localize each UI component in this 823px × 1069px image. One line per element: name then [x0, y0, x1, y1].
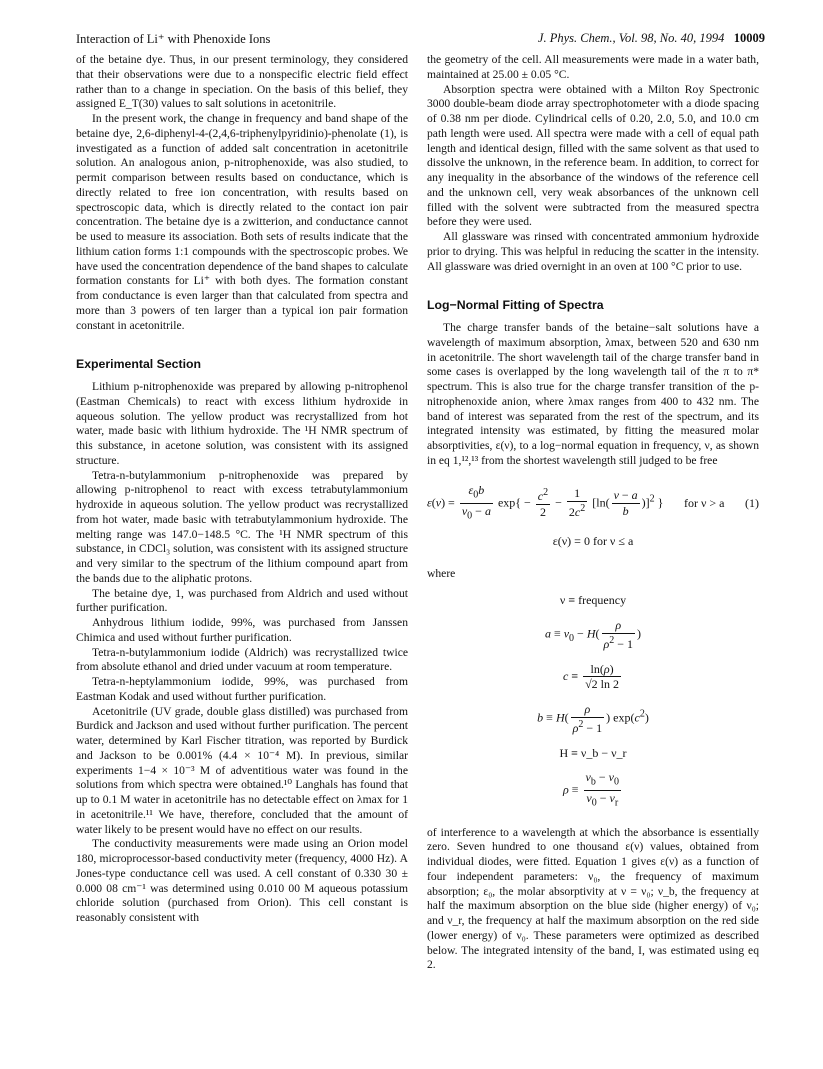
paragraph: Tetra-n-butylammonium p-nitrophenoxide was prepared by allowing p-nitrophenol to react with excess tetrabutylammonium hydroxide in aqueous solution. The yellow product was recrystallized from hot water, made basic with tetrabutylammonium hydroxide. The melting range was 147.0−148.5 °C. The ¹H NMR spectrum of this substance, in CDCl₃ solution, was consistent with its assigned structure and very similar to the spectrum of the lithium compound apart from the bands due to the aliphatic protons. — [76, 468, 408, 585]
section-heading-experimental: Experimental Section — [76, 357, 202, 372]
paragraph: Absorption spectra were obtained with a Milton Roy Spectronic 3000 double-beam diode array spectrophotometer with a diode spacing of 0.38 nm per diode. Cylindrical cells of 0.20, 2.0, 5.0, and 10.0 cm path length were used. All spectra were made with a cell of equal path length and identical design, filled with the same solvent as that used to dissolve the unknown, in the reference beam. In addition, to correct for any inequality in the absorbance of the windows of the reference cell and the unknown cell, very weak absorbances of the unknown cell filled with the solvent were subtracted from the measured spectra before they were used. — [427, 82, 759, 229]
paragraph: Acetonitrile (UV grade, double glass distilled) was purchased from Burdick and Jackson and used without further purification. The percent water, determined by Karl Fischer titration, was reported by Burdick and Jackson to be 0.001% (4.4 × 10⁻⁴ M). In previous, similar experiments 1−4 × 10⁻³ M of adventitious water was found in the solutions from which spectra were obtained.¹⁰ Langhals has found that up to 0.1 M water in acetonitrile has no detectable effect on λmax for 1 in acetonitrile.¹¹ We have, therefore, concluded that the amount of water likely to be present would have no effect on our results. — [76, 704, 408, 836]
definition-H: H ≡ ν_b − ν_r — [559, 745, 627, 760]
definition-b: b ≡ H( $\frac{\rho}{\rho^2 - 1}$ ) $\exp(c^2)$ — [537, 702, 649, 735]
definition-rho: ρ ≡ $\frac{\nu_b - \nu_0}{\nu_0 - \nu_r}$ — [563, 770, 619, 809]
paragraph: The charge transfer bands of the betaine−salt solutions have a wavelength of maximum absorption, λmax, between 520 and 630 nm in acetonitrile. The short wavelength tail of the charge transfer band in some cases is overlapped by the long wavelength tail of the π to π* spectrum. This is also true for the charge transfer transition of the p-nitrophenoxide anion, where λmax ranges from 400 to 432 nm. The band of interest was separated from the rest of the spectrum, and its integrated intensity was estimated, by fitting the measured molar absorptivities, ε(ν), to a log−normal equation in frequency, ν, as shown in eq 1,¹²,¹³ from the shortest wavelength still judged to be free — [427, 321, 759, 467]
journal-citation: J. Phys. Chem., Vol. 98, No. 40, 1994 — [537, 31, 725, 45]
paragraph: Anhydrous lithium iodide, 99%, was purchased from Janssen Chimica and used without further purification. — [76, 616, 408, 644]
definition-nu: ν ≡ frequency — [559, 593, 627, 608]
equation-1 — [427, 483, 759, 524]
paragraph: Tetra-n-butylammonium iodide (Aldrich) was recrystallized twice from absolute ethanol and dried under vacuum at room temperature. — [76, 645, 408, 674]
equation-1b: ε(ν) = 0 for ν ≤ a — [552, 533, 634, 548]
running-header-title: Interaction of Li⁺ with Phenoxide Ions — [76, 32, 271, 46]
paragraph: of the betaine dye. Thus, in our present terminology, they considered that their observations were due to a nonspecific electric field effect rather than to a change in speciation. On the basis of this belief, they assigned E_T(30) values to salt solutions in acetonitrile. — [76, 53, 408, 111]
page-number: 10009 — [733, 31, 765, 45]
paragraph: of interference to a wavelength at which the absorbance is essentially zero. Seven hundred to one thousand ε(ν) values, obtained from individual diodes, were fitted. Equation 1 gives ε(ν) as a function of four independent parameters: ν₀, the frequency of maximum absorption; ε₀, the molar absorptivity at ν = ν₀; ν_b, the frequency at half the maximum absorption on the blue side (higher energy) of ν₀; and ν_r, the frequency at half the maximum absorption on the red side (lower energy) of ν₀. These parameters were optimized as described below. The integrated intensity of the band, I, was estimated using eq 2. — [427, 825, 759, 972]
paragraph: Tetra-n-heptylammonium iodide, 99%, was purchased from Eastman Kodak and used without further purification. — [76, 675, 408, 703]
paragraph: the geometry of the cell. All measurements were made in a water bath, maintained at 25.00 ± 0.05 °C. — [427, 53, 759, 81]
equation-1-expression: ε(ν) = $\frac{\varepsilon_0b}{\nu_0 - a}$ exp{ − $\frac{c^2}{2}$ − $\frac{1}{2c^2}$ [ln( $\frac{\nu - a}{b}$ )]$^2$ } — [427, 482, 664, 522]
definition-c: c ≡ $\frac{\ln(\rho)}{√2 \ln 2}$ — [562, 661, 620, 692]
left-column — [76, 53, 408, 926]
where-label: where — [427, 566, 456, 580]
paragraph: The betaine dye, 1, was purchased from Aldrich and used without further purification. — [76, 586, 408, 615]
paragraph: In the present work, the change in frequency and band shape of the betaine dye, 2,6-diphenyl-4-(2,4,6-triphenylpyridinio)-phenolate (1), is investigated as a function of added salt concentration in acetonitrile solution. An analogous anion, p-nitrophenoxide, was also studied, to permit comparison between results based on conductance, which is directly related to free ion concentration, with results based on spectroscopic data, which is directly related to the contact ion pair concentration. The betaine dye is a zwitterion, and conductance cannot be used to measure its association. Both sets of results indicate that the lithium cation forms 1:1 compounds with the spectroscopic probes. We have used the concentration dependence of the band shapes to calculate formation constants for Li⁺ with both dyes. The formation constant from conductance is even larger than that calculated from spectra and more than 3 powers of ten larger than a typical ion pair formation constant in acetonitrile. — [76, 112, 408, 332]
right-column — [427, 53, 759, 973]
equation-1-label: (1) — [744, 495, 759, 510]
paragraph: Lithium p-nitrophenoxide was prepared by allowing p-nitrophenol (Eastman Chemicals) to react with excess lithium hydroxide in aqueous solution. The yellow product was recrystallized from hot water, made basic with lithium hydroxide. The ¹H NMR spectrum of this substance, in acetone solution, was consistent with its assigned structure. — [76, 380, 408, 467]
paragraph: All glassware was rinsed with concentrated ammonium hydroxide prior to drying. This was helpful in reducing the scatter in the intensity. All glassware was dried overnight in an oven at 100 °C prior to use. — [427, 230, 759, 273]
running-header-journal — [538, 31, 765, 46]
section-heading-lognormal: Log−Normal Fitting of Spectra — [427, 298, 604, 313]
equation-1-condition: for ν > a — [683, 495, 725, 510]
paragraph: The conductivity measurements were made using an Orion model 180, microprocessor-based conductivity meter (frequency, 4000 Hz). A Jones-type conductance cell was used. A cell constant of 0.330 30 ± 0.000 08 cm⁻¹ was determined using 0.010 00 M aqueous potassium chloride solution (purchased from Orion). This cell constant is reasonably consistent with — [76, 837, 408, 924]
parameter-definitions — [427, 593, 759, 811]
definition-a: $a \equiv \nu_0 - H$( $\frac{\rho}{\rho^2 - 1}$ ) — [544, 618, 642, 651]
